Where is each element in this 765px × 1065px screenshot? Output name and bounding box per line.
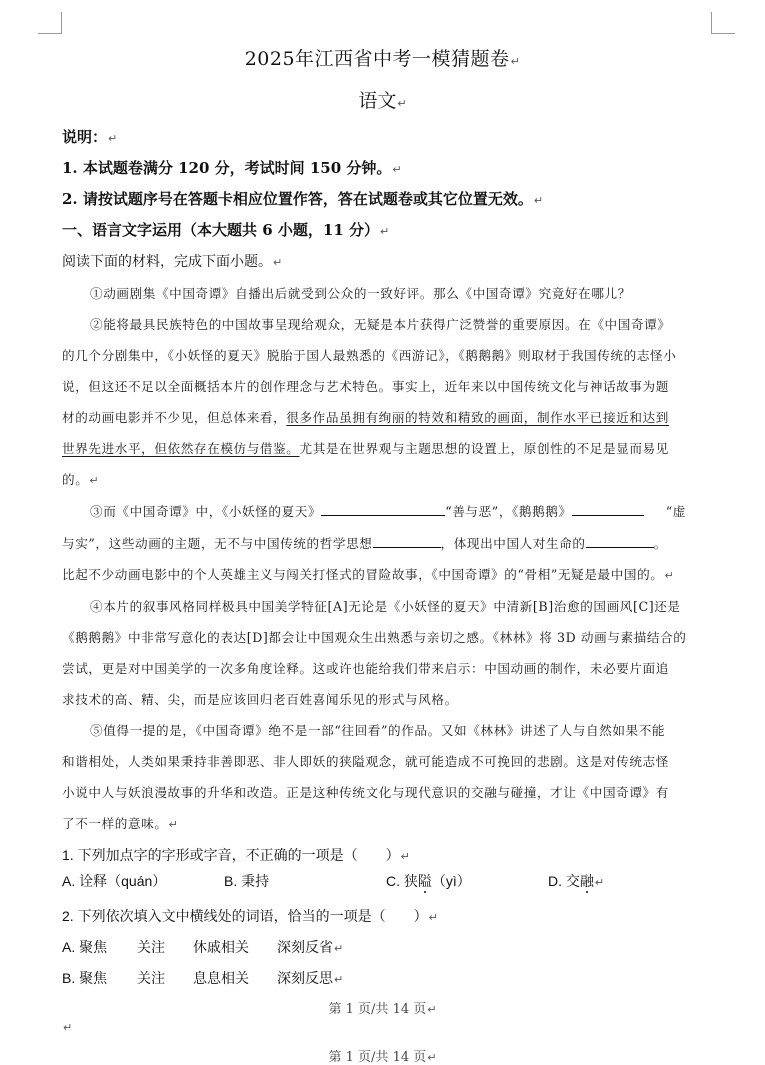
passage-paragraph-5-line-3: 小说中人与妖浪漫故事的升华和改造。正是这种传统文化与现代意识的交融与碰撞，才让《中国奇谭》有 [62,785,669,800]
emphasis-dot-char: 融 [579,873,594,889]
passage-paragraph-2-line-6: 的。↵ [62,472,100,487]
fill-blank-4[interactable] [586,533,654,548]
question-1-option-a[interactable]: A. 诠释（quán） [62,873,167,889]
passage-paragraph-3-line-2: 与实”，这些动画的主题，无不与中国传统的哲学思想 ，体现出中国人对生命的 。 [62,533,667,552]
passage-paragraph-2-line-5: 世界先进水平，但依然存在模仿与借鉴。尤其是在世界观与主题思想的设置上，原创性的不足是显而易见 [62,441,669,456]
question-2-stem: 2. 下列依次填入文中横线处的词语，恰当的一项是（ ）↵ [62,908,438,924]
fill-blank-2[interactable] [572,501,644,516]
page-number-footer-repeat: 第 1 页/共 14 页↵ [328,1050,437,1065]
reading-intro: 阅读下面的材料，完成下面小题。↵ [62,253,283,269]
passage-paragraph-4-line-3: 尝试，更是对中国美学的一次多角度诠释。这或许也能给我们带来启示：中国动画的制作，未必要片面追 [62,661,669,676]
subject-title: 语文↵ [358,90,407,112]
passage-paragraph-5-line-2: 和谐相处，人类如果秉持非善即恶、非人即妖的狭隘观念，就可能造成不可挽回的悲剧。这是对传统志怪 [62,754,669,769]
section-heading: 一、语言文字运用（本大题共 6 小题，11 分）↵ [62,221,390,239]
exam-title: 2025年江西省中考一模猜题卷↵ [244,48,521,70]
question-1-option-d[interactable]: D. 交融↵ [548,873,605,889]
paragraph-mark: ↵ [63,1021,73,1034]
crop-mark-right-horizontal [711,33,735,34]
emphasis-dot-char: 隘 [417,873,432,889]
crop-mark-left-horizontal [38,33,62,34]
passage-paragraph-5-line-1: ⑤值得一提的是，《中国奇谭》绝不是一部“往回看”的作品。又如《林林》讲述了人与自然如果不能 [90,723,666,738]
instruction-item: 1. 本试题卷满分 120 分，考试时间 150 分钟。↵ [62,159,402,177]
passage-paragraph-3-line-1: ③而《中国奇谭》中，《小妖怪的夏天》 “善与恶”，《鹅鹅鹅》 “虚 [90,501,686,520]
question-1-option-c[interactable]: C. 狭隘（yì） [386,873,471,889]
fill-blank-1[interactable] [321,501,445,516]
passage-paragraph-4-line-1: ④本片的叙事风格同样极具中国美学特征[A]无论是《小妖怪的夏天》中清新[B]治愈的国画风[C]还是 [90,599,681,614]
question-1-option-b[interactable]: B. 秉持 [224,873,270,889]
crop-mark-left-vertical [61,12,62,34]
question-2-option-a[interactable]: A. 聚焦 关注 休戚相关 深刻反省↵ [62,939,344,955]
underlined-sentence: 很多作品虽拥有绚丽的特效和精致的画面，制作水平已接近和达到 [286,410,669,425]
underlined-sentence: 世界先进水平，但依然存在模仿与借鉴。 [62,441,300,456]
instructions-label: 说明：↵ [62,128,118,146]
passage-paragraph-2-line-4: 材的动画电影并不少见，但总体来看，很多作品虽拥有绚丽的特效和精致的画面，制作水平已接近和达到 [62,410,669,425]
passage-paragraph-4-line-4: 求技术的高、精、尖，而是应该回归老百姓喜闻乐见的形式与风格。 [62,692,458,707]
passage-paragraph-2-line-2: 的几个分剧集中，《小妖怪的夏天》脱胎于国人最熟悉的《西游记》，《鹅鹅鹅》则取材于我国传统的志怪小 [62,348,677,363]
passage-paragraph-2-line-3: 说，但这还不足以全面概括本片的创作理念与艺术特色。事实上，近年来以中国传统文化与神话故事为题 [62,379,669,394]
fill-blank-3[interactable] [373,533,441,548]
passage-paragraph-3-line-3: 比起不少动画电影中的个人英雄主义与闯关打怪式的冒险故事，《中国奇谭》的“骨相”无疑是最中国的。↵ [62,567,675,582]
question-1-stem: 1. 下列加点字的字形或字音，不正确的一项是（ ）↵ [62,847,410,863]
question-2-option-b[interactable]: B. 聚焦 关注 息息相关 深刻反思↵ [62,970,344,986]
passage-paragraph-5-line-4: 了不一样的意味。↵ [62,816,179,831]
passage-paragraph-2-line-1: ②能将最具民族特色的中国故事呈现给观众，无疑是本片获得广泛赞誉的重要原因。在《中国奇谭》 [90,317,671,332]
instruction-item: 2. 请按试题序号在答题卡相应位置作答，答在试题卷或其它位置无效。↵ [62,190,544,208]
passage-paragraph-1: ①动画剧集《中国奇谭》自播出后就受到公众的一致好评。那么《中国奇谭》究竟好在哪儿？ [90,286,631,301]
crop-mark-right-vertical [711,12,712,34]
passage-paragraph-4-line-2: 《鹅鹅鹅》中非常写意化的表达[D]都会让中国观众生出熟悉与亲切之感。《林林》将 3D 动画与素描结合的 [62,630,687,645]
page-number-footer: 第 1 页/共 14 页↵ [328,1002,437,1017]
